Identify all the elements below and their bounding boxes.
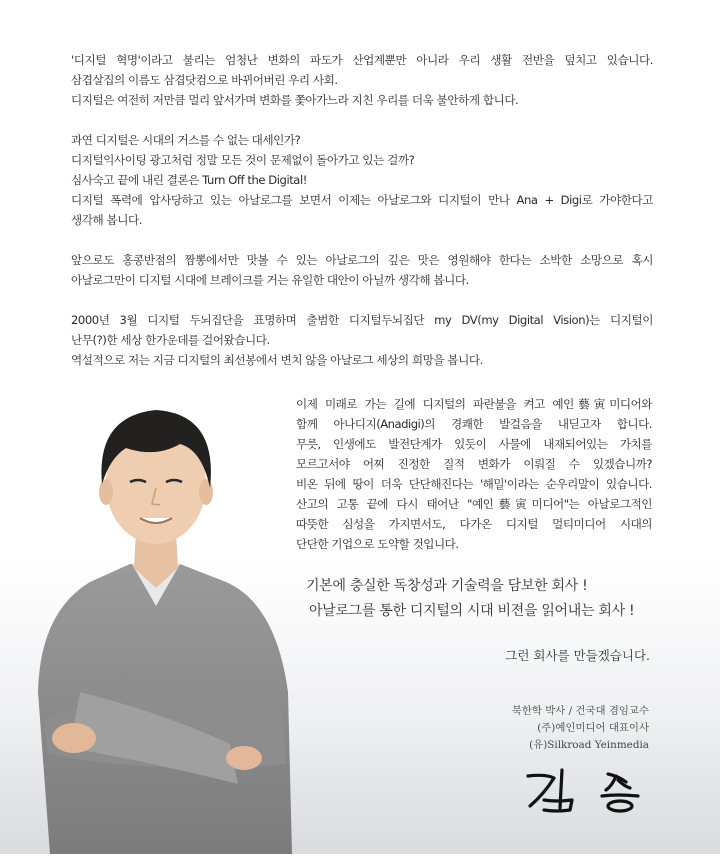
slogan-line: 기본에 충실한 독창성과 기술력을 담보한 회사 ! [306,578,588,594]
closing-statement: 그런 회사를 만들겠습니다. [505,648,650,663]
vision-line: 비온 뒤에 땅이 더욱 단단해진다는 '해밀'이라는 순우리말이 있습니다. [296,477,652,491]
intro-line: 디지털 폭력에 압사당하고 있는 아날로그를 보면서 이제는 아날로그와 디지털이 만나 Ana + Digi로 가야한다고 [71,193,653,207]
intro-line: 디지털익사이팅 광고처럼 정말 모든 것이 문제없이 돌아가고 있는 걸까? [71,153,415,167]
intro-text [71,50,653,370]
intro-line: 2000년 3월 디지털 두뇌집단을 표명하며 출범한 디지털두뇌집단 my DV(my Digital Vision)는 디지털이 [71,313,653,327]
signer-info [512,703,649,754]
company-slogans [306,574,656,624]
signer-title: (주)예인미디어 대표이사 [537,722,649,734]
intro-line: 앞으로도 홍콩반점의 짬뽕에서만 맛볼 수 있는 아날로그의 깊은 맛은 영원해야 한다는 소박한 소망으로 혹시 [71,253,653,267]
vision-line: 이제 미래로 가는 길에 디지털의 파란불을 켜고 예인藝寅미디어와 [296,397,652,411]
vision-line: 산고의 고통 끝에 다시 태어난 "예인藝寅미디어"는 아날로그적인 [296,497,652,511]
vision-line: 모르고서야 어찌 진정한 질적 변화가 이뤄질 수 있겠습니까? [296,457,652,471]
vision-paragraph [296,394,652,554]
intro-line: 디지털은 여전히 저만큼 멀리 앞서가며 변화를 쫓아가느라 지친 우리를 더욱 불안하게 합니다. [71,93,519,107]
intro-line: 난무(?)한 세상 한가운데를 걸어왔습니다. [71,333,270,347]
handwritten-signature [522,766,652,818]
intro-line: '디지털 혁명'이라고 불리는 엄청난 변화의 파도가 산업계뿐만 아니라 우리 생활 전반을 덮치고 있습니다. [71,53,653,67]
slogan-line: 아날로그를 통한 디지털의 시대 비젼을 읽어내는 회사 ! [309,603,635,619]
ceo-portrait [30,392,292,858]
intro-line: 생각해 봅니다. [71,213,142,227]
intro-line: 심사숙고 끝에 내린 결론은 Turn Off the Digital! [71,173,307,187]
intro-line: 역설적으로 저는 지금 디지털의 최선봉에서 변치 않을 아날로그 세상의 희망을 봅니다. [71,353,483,367]
signer-title: 북한학 박사 / 건국대 겸임교수 [511,705,649,717]
vision-line: 따뜻한 심성을 가지면서도, 다가온 디지털 멀티미디어 시대의 [296,517,652,531]
vision-line: 무릇, 인생에도 발전단계가 있듯이 사물에 내재되어있는 가치를 [296,437,652,451]
signer-title: (유)Silkroad Yeinmedia [529,739,649,751]
vision-line: 함께 아나디지(Anadigi)의 경쾌한 발걸음을 내딛고자 합니다. [296,417,652,431]
intro-line: 삼겹살집의 이름도 삼겹닷컴으로 바뀌어버린 우리 사회. [71,73,338,87]
vision-line: 단단한 기업으로 도약할 것입니다. [296,537,459,551]
intro-line: 과연 디지털은 시대의 거스를 수 없는 대세인가? [71,133,301,147]
intro-line: 아날로그만이 디지털 시대에 브레이크를 거는 유일한 대안이 아닐까 생각해 봅니다. [71,273,469,287]
